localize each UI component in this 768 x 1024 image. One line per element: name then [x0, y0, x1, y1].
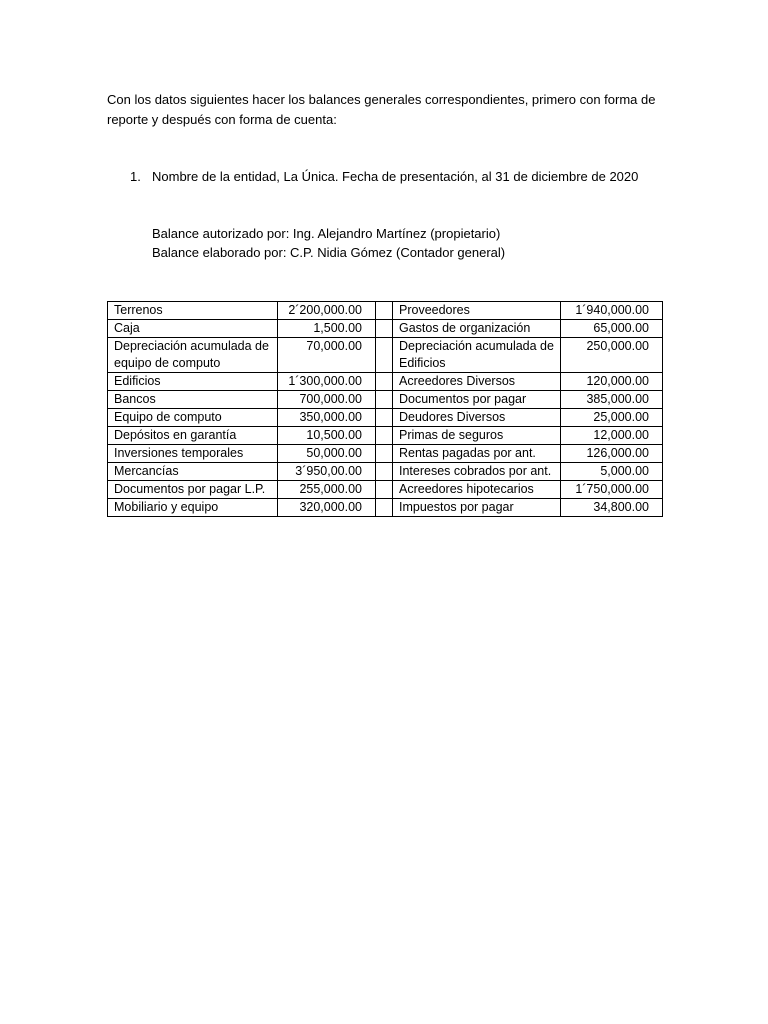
right-account-amount: 25,000.00: [561, 409, 663, 427]
right-account-amount: 5,000.00: [561, 463, 663, 481]
right-account-name: Acreedores hipotecarios: [393, 481, 561, 499]
left-account-amount: 3´950,00.00: [278, 463, 376, 481]
left-account-amount: 50,000.00: [278, 445, 376, 463]
right-account-amount: 385,000.00: [561, 391, 663, 409]
table-row: [108, 391, 663, 409]
left-account-name: Equipo de computo: [108, 409, 278, 427]
table-row: [108, 409, 663, 427]
right-account-name: Intereses cobrados por ant.: [393, 463, 561, 481]
left-account-name: Mobiliario y equipo: [108, 499, 278, 517]
column-separator: [376, 409, 393, 427]
column-separator: [376, 320, 393, 338]
left-account-name: Bancos: [108, 391, 278, 409]
left-account-name: Mercancías: [108, 463, 278, 481]
left-account-name: Depósitos en garantía: [108, 427, 278, 445]
left-account-amount: 350,000.00: [278, 409, 376, 427]
left-account-name: Edificios: [108, 373, 278, 391]
accounts-table-body: [108, 302, 663, 517]
right-account-amount: 65,000.00: [561, 320, 663, 338]
left-account-amount: 255,000.00: [278, 481, 376, 499]
authorization-block: [152, 224, 505, 262]
table-row: [108, 373, 663, 391]
instructions-paragraph: Con los datos siguientes hacer los balances generales correspondientes, primero con forma de reporte y después con forma de cuenta:: [107, 92, 656, 127]
column-separator: [376, 373, 393, 391]
right-account-name: Documentos por pagar: [393, 391, 561, 409]
right-account-amount: 1´750,000.00: [561, 481, 663, 499]
right-account-amount: 120,000.00: [561, 373, 663, 391]
table-row: [108, 445, 663, 463]
left-account-amount: 700,000.00: [278, 391, 376, 409]
column-separator: [376, 499, 393, 517]
table-row: [108, 499, 663, 517]
right-account-name: Depreciación acumulada de Edificios: [393, 338, 561, 373]
right-account-amount: 126,000.00: [561, 445, 663, 463]
column-separator: [376, 445, 393, 463]
right-account-name: Deudores Diversos: [393, 409, 561, 427]
right-account-name: Proveedores: [393, 302, 561, 320]
prepared-by-line: Balance elaborado por: C.P. Nidia Gómez (Contador general): [152, 245, 506, 260]
right-account-name: Rentas pagadas por ant.: [393, 445, 561, 463]
column-separator: [376, 391, 393, 409]
right-account-amount: 1´940,000.00: [561, 302, 663, 320]
right-account-name: Gastos de organización: [393, 320, 561, 338]
exercise-item: [130, 167, 638, 187]
table-row: [108, 427, 663, 445]
column-separator: [376, 427, 393, 445]
column-separator: [376, 302, 393, 320]
column-separator: [376, 481, 393, 499]
left-account-amount: 320,000.00: [278, 499, 376, 517]
right-account-name: Primas de seguros: [393, 427, 561, 445]
left-account-amount: 2´200,000.00: [278, 302, 376, 320]
column-separator: [376, 338, 393, 373]
item-text: Nombre de la entidad, La Única. Fecha de presentación, al 31 de diciembre de 2020: [152, 169, 639, 184]
left-account-name: Depreciación acumulada de equipo de computo: [108, 338, 278, 373]
table-row: [108, 302, 663, 320]
left-account-name: Terrenos: [108, 302, 278, 320]
left-account-amount: 70,000.00: [278, 338, 376, 373]
right-account-amount: 34,800.00: [561, 499, 663, 517]
left-account-amount: 1,500.00: [278, 320, 376, 338]
table-row: [108, 481, 663, 499]
table-row: [108, 338, 663, 373]
right-account-name: Acreedores Diversos: [393, 373, 561, 391]
right-account-name: Impuestos por pagar: [393, 499, 561, 517]
left-account-name: Inversiones temporales: [108, 445, 278, 463]
left-account-name: Documentos por pagar L.P.: [108, 481, 278, 499]
table-row: [108, 463, 663, 481]
table-row: [108, 320, 663, 338]
column-separator: [376, 463, 393, 481]
right-account-amount: 250,000.00: [561, 338, 663, 373]
accounts-table: [107, 301, 663, 517]
item-number: 1.: [130, 169, 141, 184]
authorized-by-line: Balance autorizado por: Ing. Alejandro Martínez (propietario): [152, 226, 501, 241]
right-account-amount: 12,000.00: [561, 427, 663, 445]
left-account-name: Caja: [108, 320, 278, 338]
left-account-amount: 1´300,000.00: [278, 373, 376, 391]
left-account-amount: 10,500.00: [278, 427, 376, 445]
